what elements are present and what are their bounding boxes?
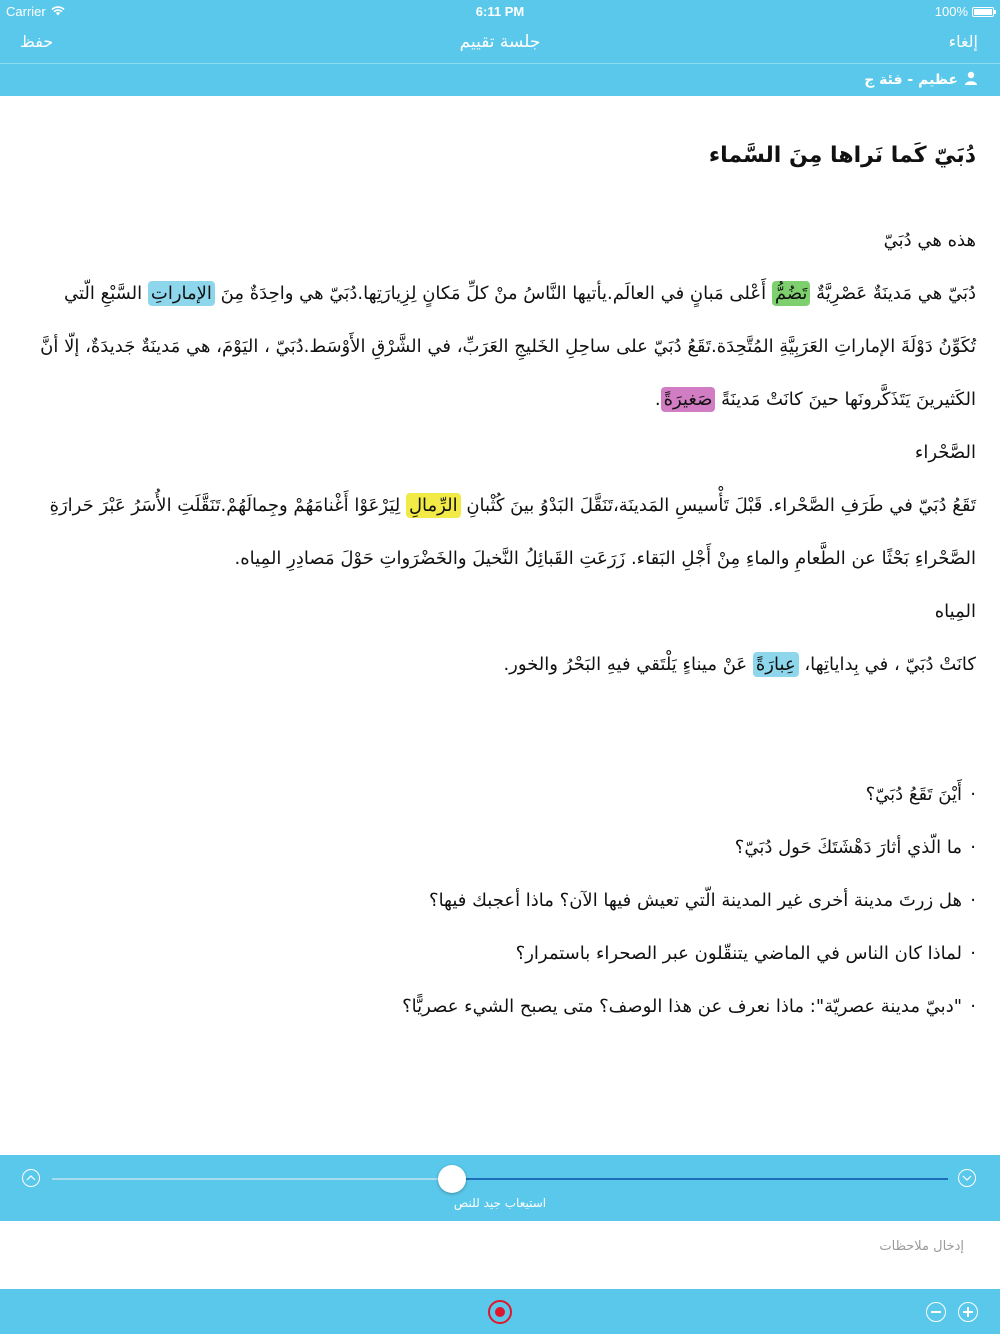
cancel-button[interactable]: إلغاء [948,32,978,51]
zoom-in-icon[interactable] [958,1302,978,1322]
record-button[interactable] [488,1300,512,1324]
carrier-label: Carrier [6,4,46,19]
text-segment: كانَتْ دُبَيّ ، في بِداياتِها، [798,654,976,675]
rating-label: استيعاب جيد للنص [453,1196,547,1210]
section-heading: المِياه [934,601,976,622]
section-heading: الصَّحْراء [914,442,976,463]
text-segment: السَّبْعِ الّتي تُكَوِّنُ دَوْلَةَ الإماراتِ العَرَبِيَّةِ المُتَّحِدَة.تَقَعُ دُبَيّ على ساحِلِ الخَليجِ العَرَبِّ، في الشَّرْقِ الأَوْسَط.دُبَيّ ، اليَوْمَ، هي مَدينَةٌ جَديدَةٌ، إلّا أنَّ الكَثيرينَ يَتَذَكَّرونَها حينَ كانَتْ مَدينَةً [40,283,976,410]
student-label: عظيم - فئة ج [864,72,958,88]
student-bar [0,64,1000,96]
highlighted-word[interactable]: الإماراتِ [148,281,215,306]
highlighted-word[interactable]: صَغيرَةً [661,387,716,412]
page-title: جلسة تقييم [459,32,541,52]
text-segment: . [654,389,661,410]
chevron-down-icon[interactable] [958,1169,976,1187]
save-button[interactable]: حفظ [20,32,54,51]
text-segment: عَنْ ميناءٍ يَلْتَقي فيهِ البَحْرُ والخور. [503,654,753,675]
battery-icon [972,7,994,17]
rating-bar [0,1155,1000,1221]
highlighted-word[interactable]: تَضُمُّ [772,281,811,306]
navigation-bar [0,22,1000,64]
highlighted-word[interactable]: الرِّمالِ [406,493,461,518]
person-icon [964,71,978,89]
question-item: · هل زرتَ مدينة أخرى غير المدينة الّتي تعيش فيها الآن؟ ماذا أعجبك فيها؟ [24,874,976,927]
question-item: · "دبيّ مدينة عصريّة": ماذا نعرف عن هذا الوصف؟ متى يصبح الشيء عصريًّا؟ [24,980,976,1033]
questions-list [24,768,976,1033]
highlighted-word[interactable]: عِبارَةً [753,652,799,677]
status-time: 6:11 PM [475,4,525,19]
reading-text [24,130,976,691]
question-item: · ما الّذي أثارَ دَهْشَتَكَ حَول دُبَيّ؟ [24,821,976,874]
text-segment: دُبَيّ هي مَدينَةٌ عَصْرِيَّةٌ [810,283,976,304]
question-item: · لماذا كان الناس في الماضي يتنقّلون عبر الصحراء باستمرار؟ [24,927,976,980]
notes-input[interactable] [20,1233,966,1259]
chevron-up-icon[interactable] [22,1169,40,1187]
status-bar [0,0,1000,22]
student-selector[interactable] [864,71,978,89]
paragraph [24,638,976,691]
bottom-toolbar [0,1289,1000,1334]
text-segment: تَقَعُ دُبَيّ في طَرَفِ الصَّحْراء. قَبْلَ تَأْسيسِ المَدينَة،تَنَقَّلَ البَدْوُ بينَ كُثْبانِ [460,495,976,516]
text-title: دُبَيّ كَما نَراها مِنَ السَّماء [708,143,976,168]
section-heading: هذه هي دُبَيّ [883,230,976,251]
battery-percent: 100% [934,4,968,19]
text-segment: أَعْلى مَبانٍ في العالَم.يأتيها النَّاسُ منْ كلِّ مَكانٍ لِزِيارَتِها.دُبَيّ هي واحِدَةٌ مِنَ [214,283,772,304]
zoom-out-icon[interactable] [926,1302,946,1322]
question-item: · أَيْنَ تَقَعُ دُبَيّ؟ [24,768,976,821]
status-right [935,4,994,19]
notes-area [0,1221,1000,1289]
paragraph [24,479,976,585]
rating-slider-fill [52,1178,452,1180]
rating-slider-thumb[interactable] [438,1165,466,1193]
paragraph [24,267,976,426]
text-segment: لِيَرْعَوْا أَغْنامَهُمْ وجِمالَهُمْ.تَنَقَّلَتِ الأُسَرُ عَبْرَ حَرارَةِ الصَّحْراءِ بَحْثًا عن الطَّعامِ والماءِ مِنْ أَجْلِ البَقاء. زَرَعَتِ القَبائِلُ النَّخيلَ والخَضْرَواتِ حَوْلَ مَصادِرِ المِياه. [49,495,976,569]
